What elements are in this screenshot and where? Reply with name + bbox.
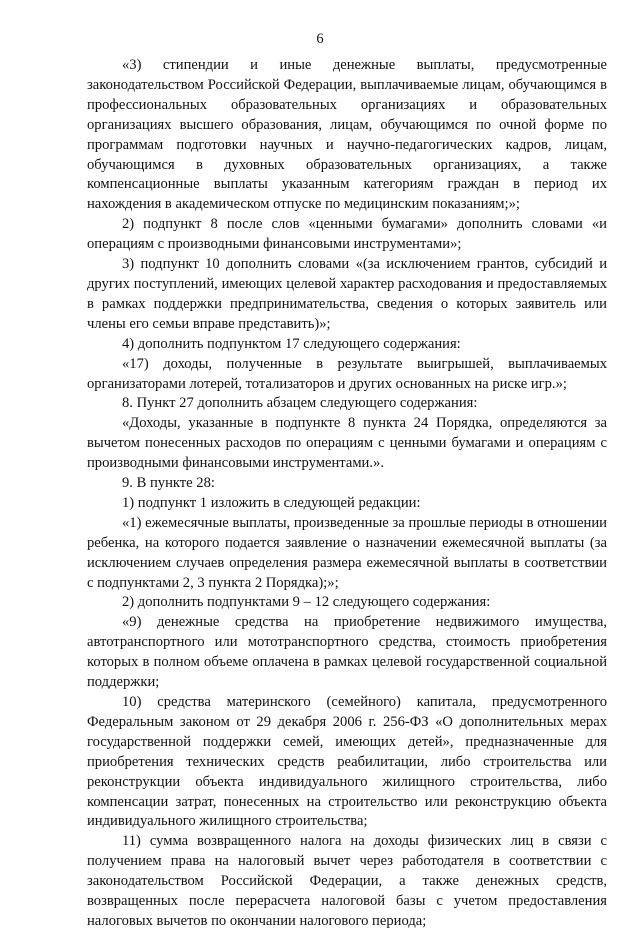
paragraph-point-27: 8. Пункт 27 дополнить абзацем следующего содержания: — [122, 395, 478, 412]
paragraph-subpoint-11-text: 11) сумма возвращенного налога на доходы физических лиц в связи с получением права на налоговый вычет через работодателя в соответствии с законодательством Российской Федерации, а также денежных средств, возвращенных после перерасчета налоговой базы с учетом предоставления налоговых вычетов по окончании налогового периода; — [87, 833, 607, 929]
paragraph-subpoint-9-text: «9) денежные средства на приобретение недвижимого имущества, автотранспортного или мототранспортного средства, стоимость приобретения которых в полном объеме оплачена в рамках целевой государственной социальной поддержки; — [87, 614, 607, 691]
paragraph-subpoint-10: 3) подпункт 10 дополнить словами «(за исключением грантов, субсидий и других поступлений, имеющих целевой характер расходования и предоставляемых в рамках поддержки предпринимательства, сведения о которых заявитель или члены его семьи вправе представить)»; — [87, 256, 607, 332]
paragraph-add-subpoints-9-12: 2) дополнить подпунктами 9 – 12 следующего содержания: — [122, 594, 491, 611]
paragraph-stipends: «3) стипендии и иные денежные выплаты, предусмотренные законодательством Российской Федерации, выплачиваемые лицам, обучающимся в профессиональных образовательных организациях и образовательных организациях высшего образования, лицам, обучающимся по очной форме по программам подготовки научных и научно-педагогических кадров, лицам, обучающимся в духовных образовательных организациях, а также компенсационные выплаты указанным категориям граждан в период их нахождения в академическом отпуске по медицинским показаниям;»; — [87, 57, 607, 213]
paragraph-subpoint-10-text: 10) средства материнского (семейного) капитала, предусмотренного Федеральным законом от 29 декабря 2006 г. 256-ФЗ «О дополнительных мерах государственной поддержки семей, имеющих детей», предназначенные для приобретения технических средств реабилитации, либо строительства или реконструкции объекта индивидуального жилищного строительства, либо компенсации затрат, понесенных на строительство или реконструкцию объекта индивидуального жилищного строительства; — [87, 694, 607, 830]
paragraph-point-28: 9. В пункте 28: — [122, 475, 215, 492]
page-number: 6 — [316, 31, 324, 47]
paragraph-point-27-text: «Доходы, указанные в подпункте 8 пункта 24 Порядка, определяются за вычетом понесенных расходов по операциям с ценными бумагами и операциям с производными финансовыми инструментами.». — [87, 415, 607, 472]
document-body — [87, 56, 607, 932]
paragraph-monthly-payments: «1) ежемесячные выплаты, произведенные за прошлые периоды в отношении ребенка, на которого подается заявление о назначении ежемесячной выплаты (за исключением случаев определения размера ежемесячной выплаты в соответствии с подпунктами 2, 3 пункта 2 Порядка);»; — [87, 514, 607, 591]
paragraph-subpoint-8: 2) подпункт 8 после слов «ценными бумагами» дополнить словами «и операциям с производными финансовыми инструментами»; — [87, 216, 607, 253]
paragraph-subpoint-17-text: «17) доходы, полученные в результате выигрышей, выплачиваемых организаторами лотерей, тотализаторов и других основанных на риске игр.»; — [87, 355, 607, 392]
paragraph-point-28-subpoint-1: 1) подпункт 1 изложить в следующей редакции: — [122, 494, 421, 511]
paragraph-add-subpoint-17: 4) дополнить подпунктом 17 следующего содержания: — [122, 335, 461, 352]
